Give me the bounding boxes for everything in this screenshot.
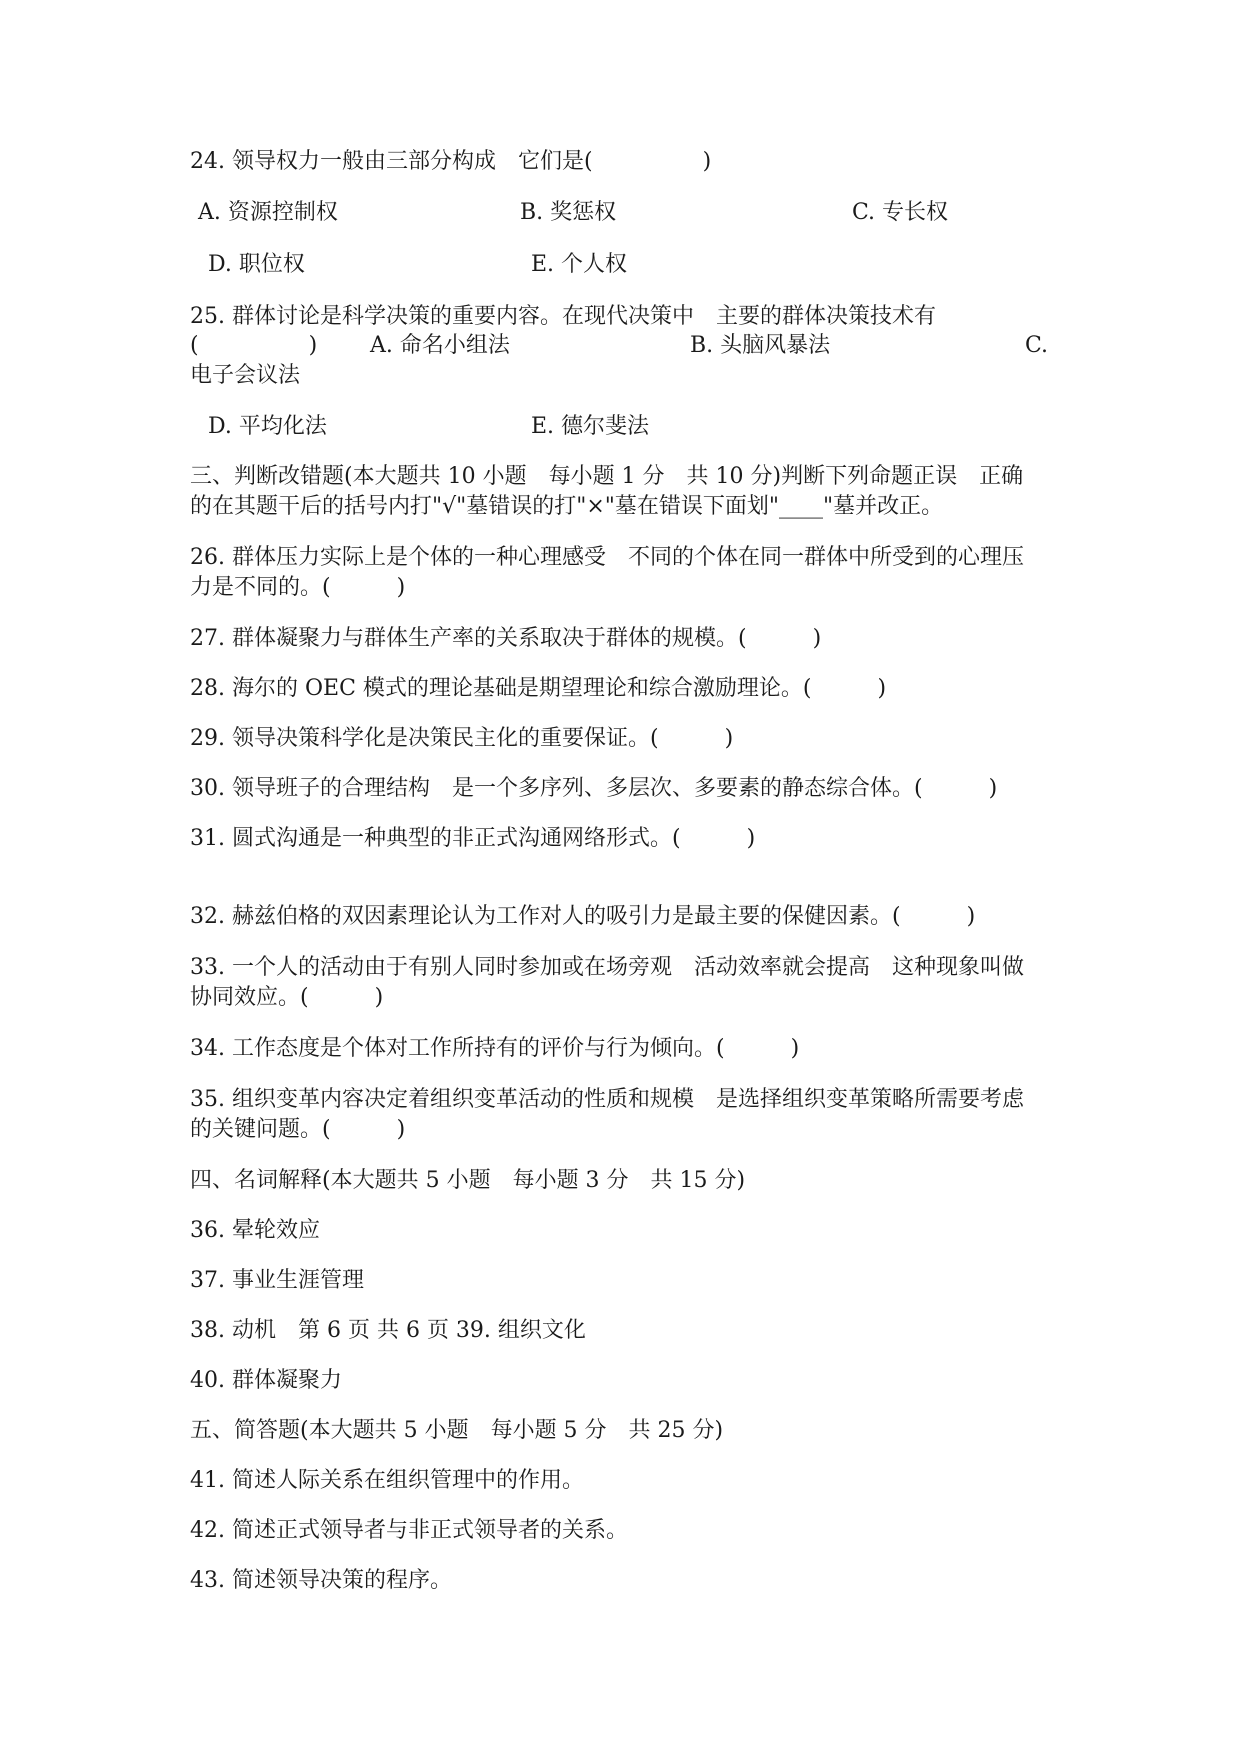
q25-option-b: B. 头脑风暴法 <box>690 333 831 358</box>
question-27: 27. 群体凝聚力与群体生产率的关系取决于群体的规模。( ) <box>190 626 822 651</box>
question-41: 41. 简述人际关系在组织管理中的作用。 <box>190 1468 584 1493</box>
question-24-stem: 24. 领导权力一般由三部分构成 它们是( ) <box>190 149 712 174</box>
section-3-heading-line1: 三、判断改错题(本大题共 10 小题 每小题 1 分 共 10 分)判断下列命题正误 正确 <box>190 464 1024 489</box>
q24-option-d: D. 职位权 <box>208 252 305 277</box>
question-25-stem: 25. 群体讨论是科学决策的重要内容。在现代决策中 主要的群体决策技术有 <box>190 304 936 329</box>
question-38-39: 38. 动机 第 6 页 共 6 页 39. 组织文化 <box>190 1318 586 1343</box>
question-29: 29. 领导决策科学化是决策民主化的重要保证。( ) <box>190 726 734 751</box>
question-42: 42. 简述正式领导者与非正式领导者的关系。 <box>190 1518 628 1543</box>
question-26-line1: 26. 群体压力实际上是个体的一种心理感受 不同的个体在同一群体中所受到的心理压 <box>190 545 1024 570</box>
q25-paren: ( ) <box>190 333 318 358</box>
section-3-heading-line2: 的在其题干后的括号内打"√"墓错误的打"×"墓在错误下面划"____"墓并改正。 <box>190 494 944 519</box>
question-33-line2: 协同效应。( ) <box>190 985 384 1010</box>
q25-option-e: E. 德尔斐法 <box>531 414 650 439</box>
question-35-line1: 35. 组织变革内容决定着组织变革活动的性质和规模 是选择组织变革策略所需要考虑 <box>190 1087 1024 1112</box>
q24-option-a: A. 资源控制权 <box>198 200 338 225</box>
question-31: 31. 圆式沟通是一种典型的非正式沟通网络形式。( ) <box>190 826 756 851</box>
question-28: 28. 海尔的 OEC 模式的理论基础是期望理论和综合激励理论。( ) <box>190 676 887 701</box>
question-40: 40. 群体凝聚力 <box>190 1368 342 1393</box>
question-34: 34. 工作态度是个体对工作所持有的评价与行为倾向。( ) <box>190 1036 800 1061</box>
question-30: 30. 领导班子的合理结构 是一个多序列、多层次、多要素的静态综合体。( ) <box>190 776 998 801</box>
question-26-line2: 力是不同的。( ) <box>190 575 406 600</box>
question-35-line2: 的关键问题。( ) <box>190 1117 406 1142</box>
question-37: 37. 事业生涯管理 <box>190 1268 364 1293</box>
q24-option-e: E. 个人权 <box>531 252 628 277</box>
q25-option-d: D. 平均化法 <box>208 414 327 439</box>
q24-option-b: B. 奖惩权 <box>520 200 617 225</box>
question-43: 43. 简述领导决策的程序。 <box>190 1568 452 1593</box>
section-4-heading: 四、名词解释(本大题共 5 小题 每小题 3 分 共 15 分) <box>190 1168 746 1193</box>
q25-option-c-text: 电子会议法 <box>190 363 301 388</box>
section-5-heading: 五、简答题(本大题共 5 小题 每小题 5 分 共 25 分) <box>190 1418 724 1443</box>
q24-option-c: C. 专长权 <box>852 200 949 225</box>
q25-option-a: A. 命名小组法 <box>370 333 510 358</box>
question-36: 36. 晕轮效应 <box>190 1218 320 1243</box>
question-32: 32. 赫兹伯格的双因素理论认为工作对人的吸引力是最主要的保健因素。( ) <box>190 904 976 929</box>
question-33-line1: 33. 一个人的活动由于有别人同时参加或在场旁观 活动效率就会提高 这种现象叫做 <box>190 955 1024 980</box>
q25-option-c: C. <box>1025 333 1049 358</box>
